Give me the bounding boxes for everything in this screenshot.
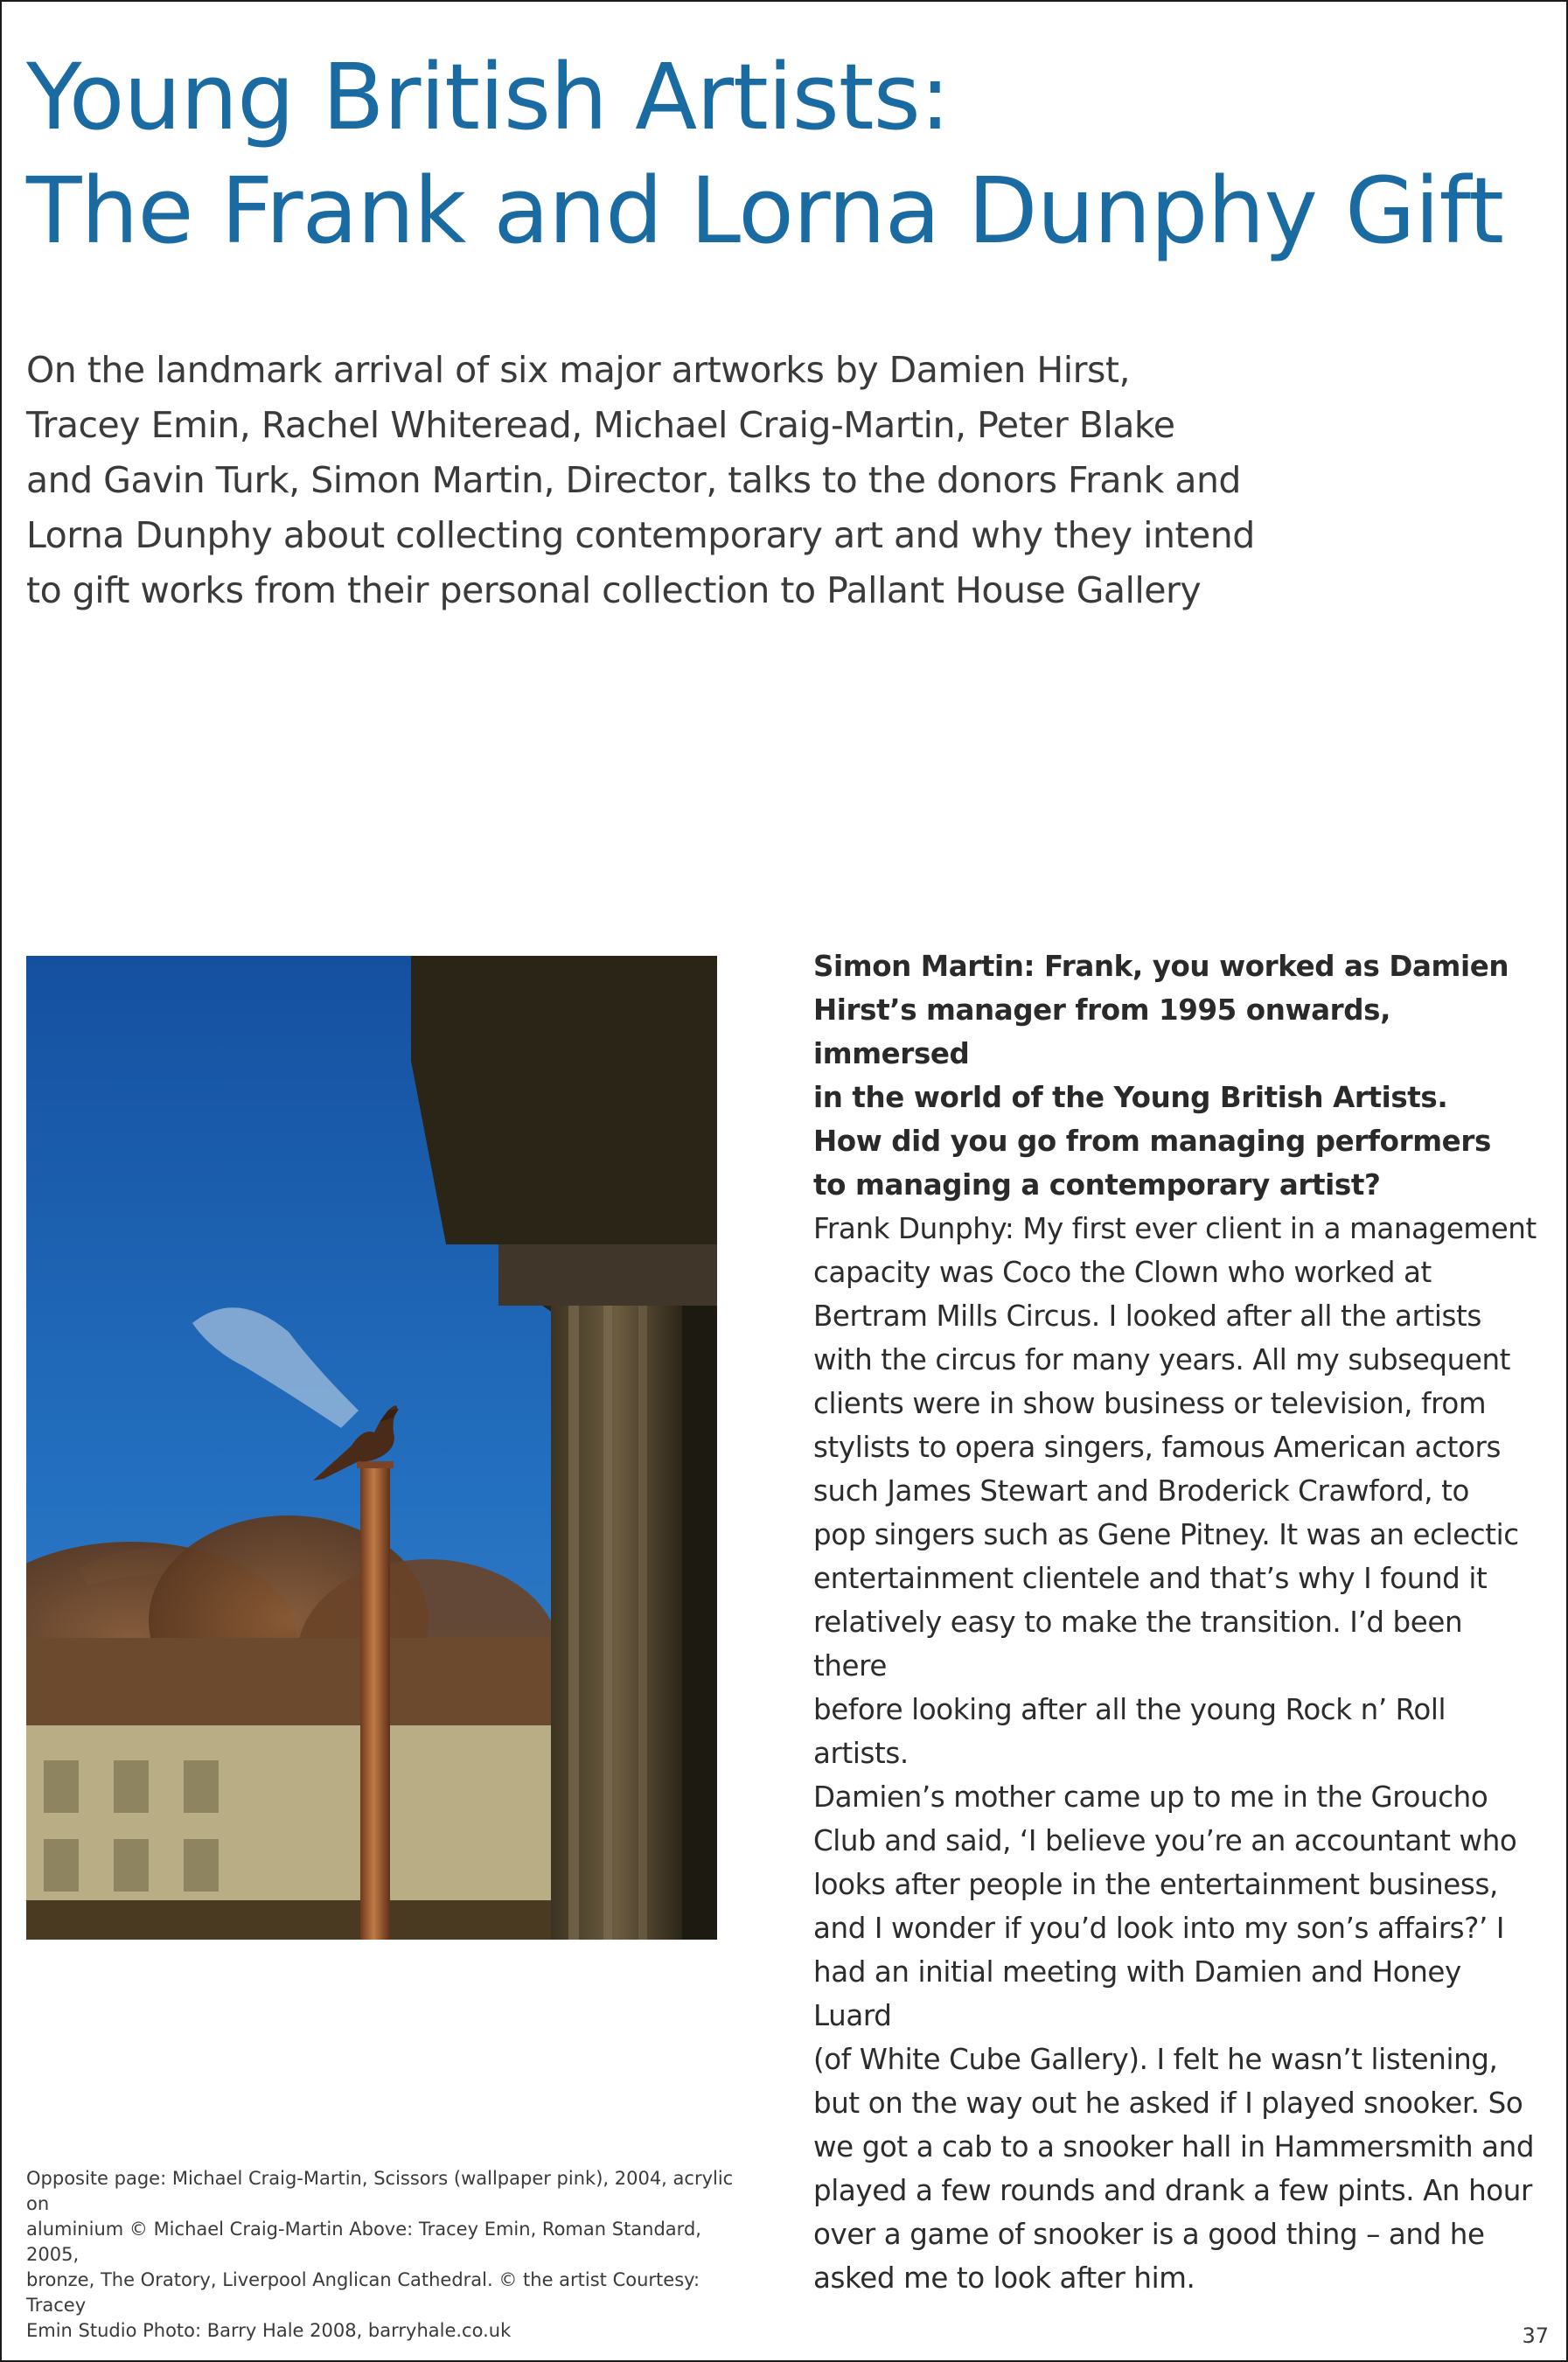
question-line: How did you go from managing performers bbox=[813, 1125, 1491, 1158]
question-line: Simon Martin: Frank, you worked as Damien bbox=[813, 950, 1509, 983]
standfirst-line: Tracey Emin, Rachel Whiteread, Michael Craig-Martin, Peter Blake bbox=[26, 404, 1175, 446]
answer-line: before looking after all the young Rock n’ Roll artists. bbox=[813, 1693, 1446, 1770]
title-line-2: The Frank and Lorna Dunphy Gift bbox=[26, 157, 1504, 264]
page-number: 37 bbox=[1522, 2324, 1549, 2348]
interview-answer bbox=[813, 1207, 1539, 2300]
roman-standard-photo bbox=[26, 956, 717, 1940]
answer-line: pop singers such as Gene Pitney. It was an eclectic bbox=[813, 1518, 1519, 1551]
answer-line: we got a cab to a snooker hall in Hammersmith and bbox=[813, 2130, 1535, 2163]
answer-line: looks after people in the entertainment business, bbox=[813, 1868, 1498, 1901]
standfirst-line: On the landmark arrival of six major artworks by Damien Hirst, bbox=[26, 349, 1130, 391]
answer-line: Damien’s mother came up to me in the Groucho bbox=[813, 1780, 1488, 1814]
answer-line: (of White Cube Gallery). I felt he wasn’t listening, bbox=[813, 2043, 1498, 2076]
question-line: to managing a contemporary artist? bbox=[813, 1168, 1381, 1202]
answer-line: with the circus for many years. All my subsequent bbox=[813, 1343, 1510, 1376]
answer-line: over a game of snooker is a good thing – and he bbox=[813, 2218, 1485, 2251]
answer-line: played a few rounds and drank a few pints. An hour bbox=[813, 2174, 1532, 2207]
answer-line: such James Stewart and Broderick Crawford, to bbox=[813, 1474, 1469, 1508]
question-line: in the world of the Young British Artists. bbox=[813, 1081, 1448, 1114]
question-line: Hirst’s manager from 1995 onwards, immersed bbox=[813, 993, 1391, 1070]
caption-line: bronze, The Oratory, Liverpool Anglican Cathedral. © the artist Courtesy: Tracey bbox=[26, 2269, 700, 2316]
answer-line: Bertram Mills Circus. I looked after all the artists bbox=[813, 1299, 1481, 1333]
article-standfirst bbox=[26, 343, 1303, 618]
answer-line: Frank Dunphy: My first ever client in a management bbox=[813, 1212, 1537, 1245]
title-line-1: Young British Artists: bbox=[26, 44, 950, 150]
caption-line: Opposite page: Michael Craig-Martin, Scissors (wallpaper pink), 2004, acrylic on bbox=[26, 2168, 734, 2214]
photo-caption bbox=[26, 2166, 752, 2344]
answer-line: relatively easy to make the transition. I’d been there bbox=[813, 1606, 1463, 1683]
standfirst-line: and Gavin Turk, Simon Martin, Director, talks to the donors Frank and bbox=[26, 459, 1241, 501]
answer-line: and I wonder if you’d look into my son’s affairs?’ I bbox=[813, 1912, 1505, 1945]
answer-line: entertainment clientele and that’s why I found it bbox=[813, 1562, 1488, 1595]
answer-line: clients were in show business or television, from bbox=[813, 1387, 1487, 1420]
answer-line: but on the way out he asked if I played snooker. So bbox=[813, 2087, 1523, 2120]
standfirst-line: to gift works from their personal collection to Pallant House Gallery bbox=[26, 569, 1202, 611]
interview-question bbox=[813, 944, 1539, 1207]
interview-text bbox=[813, 944, 1539, 2300]
article-title bbox=[26, 40, 1513, 268]
standfirst-line: Lorna Dunphy about collecting contemporary art and why they intend bbox=[26, 514, 1255, 556]
caption-line: aluminium © Michael Craig-Martin Above: Tracey Emin, Roman Standard, 2005, bbox=[26, 2219, 701, 2265]
answer-line: had an initial meeting with Damien and Honey Luard bbox=[813, 1955, 1461, 2032]
answer-line: stylists to opera singers, famous American actors bbox=[813, 1431, 1501, 1464]
answer-line: capacity was Coco the Clown who worked at bbox=[813, 1256, 1432, 1289]
photo-illustration bbox=[26, 956, 717, 1940]
caption-line: Emin Studio Photo: Barry Hale 2008, barryhale.co.uk bbox=[26, 2320, 512, 2341]
answer-line: asked me to look after him. bbox=[813, 2261, 1195, 2295]
answer-line: Club and said, ‘I believe you’re an accountant who bbox=[813, 1824, 1517, 1857]
